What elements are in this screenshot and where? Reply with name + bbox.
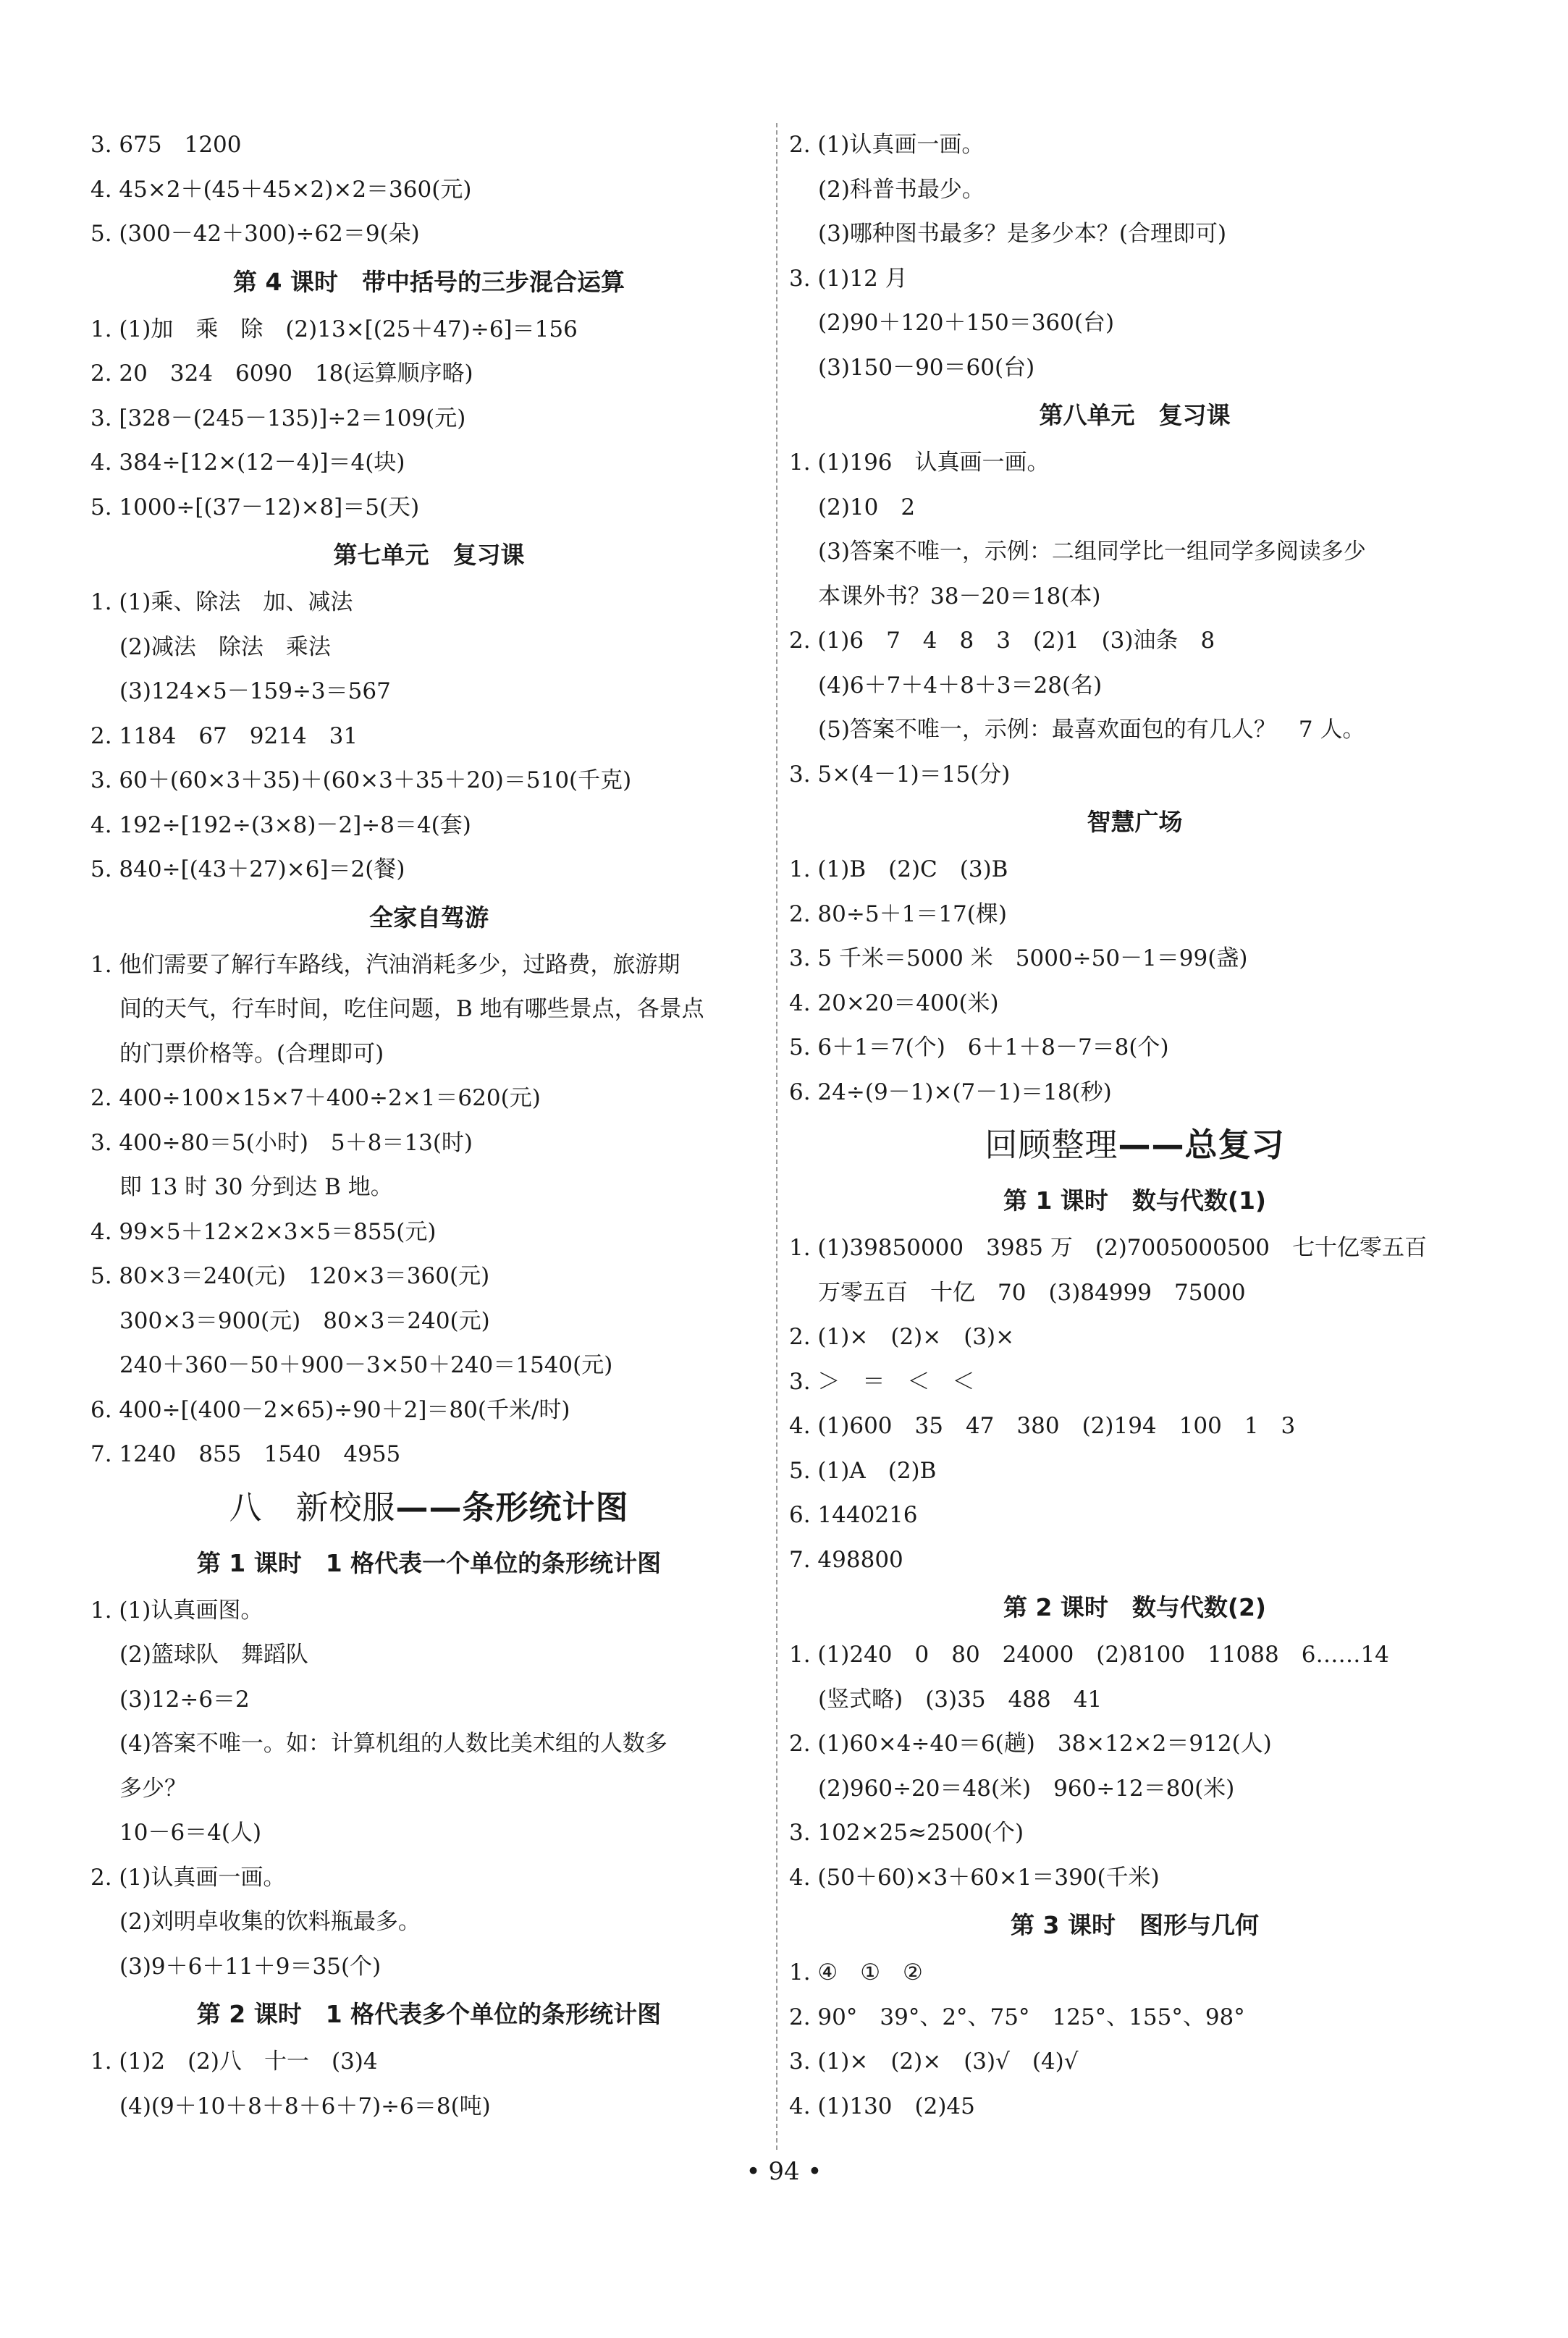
answer-line: (3)150－90＝60(台) (818, 354, 1035, 381)
answer-line: 2. 20 324 6090 18(运算顺序略) (90, 360, 473, 387)
unit-title-main: 回顾整理 (985, 1126, 1118, 1164)
answer-line: 1. (1)240 0 80 24000 (2)8100 11088 6……14 (789, 1642, 1389, 1668)
answer-line: 3. 5 千米＝5000 米 5000÷50－1＝99(盏) (789, 945, 1248, 971)
lesson-heading: 第 1 课时 数与代数(1) (1003, 1186, 1267, 1215)
answer-line: 2. (1)× (2)× (3)× (789, 1324, 1015, 1350)
answer-line: (2)减法 除法 乘法 (119, 633, 331, 660)
answer-line: 6. 400÷[(400－2×65)÷90＋2]＝80(千米/时) (90, 1396, 570, 1423)
answer-line: 4. 99×5＋12×2×3×5＝855(元) (90, 1218, 437, 1245)
answer-line: (4)6＋7＋4＋8＋3＝28(名) (818, 672, 1103, 699)
right-column (789, 123, 1480, 2129)
answer-line: 4. 384÷[12×(12－4)]＝4(块) (90, 450, 405, 476)
answer-line: 4. (1)130 (2)45 (789, 2093, 975, 2119)
answer-line: 2. (1)认真画一画。 (90, 1864, 286, 1891)
answer-line: 的门票价格等。(合理即可) (119, 1040, 384, 1067)
answer-line: 5. (1)A (2)B (789, 1457, 937, 1484)
answer-line: (5)答案不唯一，示例：最喜欢面包的有几人？ 7 人。 (818, 717, 1365, 743)
answer-line: 5. 840÷[(43＋27)×6]＝2(餐) (90, 856, 405, 882)
answer-line: 7. 498800 (789, 1546, 903, 1573)
answer-line: (2)10 2 (818, 494, 916, 520)
unit-title (789, 1115, 1480, 1176)
answer-line: 6. 24÷(9－1)×(7－1)＝18(秒) (789, 1079, 1112, 1105)
answer-line: 2. (1)6 7 4 8 3 (2)1 (3)油条 8 (789, 628, 1215, 654)
left-column (90, 123, 767, 2129)
column-divider (776, 123, 779, 2150)
answer-line: 5. 6＋1＝7(个) 6＋1＋8－7＝8(个) (789, 1034, 1169, 1060)
answer-line: 5. 1000÷[(37－12)×8]＝5(天) (90, 494, 420, 520)
answer-line: 4. 192÷[192÷(3×8)－2]÷8＝4(套) (90, 811, 471, 838)
answer-line: 3. 102×25≈2500(个) (789, 1820, 1024, 1846)
answer-line: (3)124×5－159÷3＝567 (119, 678, 391, 704)
unit-title (90, 1477, 767, 1538)
answer-line: 即 13 时 30 分到达 B 地。 (119, 1174, 393, 1200)
unit-title-sub: ——条形统计图 (395, 1487, 629, 1527)
answer-line: 1. 他们需要了解行车路线，汽油消耗多少，过路费，旅游期 (90, 951, 680, 978)
answer-line: 3. ＞ ＝ ＜ ＜ (789, 1368, 975, 1395)
answer-line: 3. 5×(4－1)＝15(分) (789, 761, 1011, 788)
answer-line: 4. (1)600 35 47 380 (2)194 100 1 3 (789, 1413, 1296, 1439)
answer-line: (3)哪种图书最多？是多少本？(合理即可) (818, 221, 1227, 247)
answer-line: 2. 80÷5＋1＝17(棵) (789, 900, 1007, 927)
answer-line: 2. (1)60×4÷40＝6(趟) 38×12×2＝912(人) (789, 1731, 1272, 1757)
answer-line: 240＋360－50＋900－3×50＋240＝1540(元) (119, 1352, 613, 1378)
answer-line: 1. (1)39850000 3985 万 (2)7005000500 七十亿零五百 (789, 1235, 1428, 1261)
lesson-heading: 第 2 课时 1 格代表多个单位的条形统计图 (196, 2000, 662, 2028)
answer-line: (2)篮球队 舞蹈队 (119, 1642, 308, 1668)
unit-title-main: 八 新校服 (229, 1487, 396, 1527)
answer-line: (4)答案不唯一。如：计算机组的人数比美术组的人数多 (119, 1731, 667, 1757)
lesson-heading: 第 4 课时 带中括号的三步混合运算 (233, 267, 625, 296)
answer-line: 2. 1184 67 9214 31 (90, 722, 358, 749)
lesson-heading: 第 1 课时 1 格代表一个单位的条形统计图 (196, 1548, 662, 1577)
answer-line: (2)960÷20＝48(米) 960÷12＝80(米) (818, 1775, 1235, 1802)
answer-line: 4. 20×20＝400(米) (789, 989, 999, 1016)
lesson-heading: 第 2 课时 数与代数(2) (1003, 1593, 1267, 1621)
answer-line: 4. (50＋60)×3＋60×1＝390(千米) (789, 1864, 1160, 1891)
answer-line: 10－6＝4(人) (119, 1820, 262, 1846)
answer-line: 万零五百 十亿 70 (3)84999 75000 (818, 1279, 1246, 1306)
answer-line: (2)刘明卓收集的饮料瓶最多。 (119, 1909, 421, 1935)
answer-line: 2. (1)认真画一画。 (789, 132, 985, 158)
answer-line: (4)(9＋10＋8＋8＋6＋7)÷6＝8(吨) (119, 2093, 491, 2119)
answer-line: 1. (1)2 (2)八 十一 (3)4 (90, 2048, 378, 2075)
answer-line: 3. (1)12 月 (789, 265, 908, 292)
answer-line: 本课外书？38－20＝18(本) (818, 583, 1101, 609)
answer-line: (3)12÷6＝2 (119, 1686, 250, 1713)
answer-line: 3. 675 1200 (90, 132, 242, 158)
answer-line: 2. 400÷100×15×7＋400÷2×1＝620(元) (90, 1085, 541, 1111)
answer-line: 1. (1)196 认真画一画。 (789, 450, 1050, 476)
answer-line: (竖式略) (3)35 488 41 (818, 1686, 1103, 1713)
answer-line: (2)90＋120＋150＝360(台) (818, 310, 1115, 336)
answer-line: (2)科普书最少。 (818, 176, 985, 203)
answer-line: 5. 80×3＝240(元) 120×3＝360(元) (90, 1263, 490, 1289)
answer-line: 3. 400÷80＝5(小时) 5＋8＝13(时) (90, 1129, 473, 1156)
answer-line: 1. (1)B (2)C (3)B (789, 856, 1008, 882)
answer-line: 1. (1)认真画图。 (90, 1597, 264, 1624)
lesson-heading: 第七单元 复习课 (333, 541, 525, 569)
answer-line: (3)9＋6＋11＋9＝35(个) (119, 1953, 382, 1980)
answer-line: 1. (1)乘、除法 加、减法 (90, 589, 353, 615)
answer-line: 3. (1)× (2)× (3)√ (4)√ (789, 2048, 1079, 2075)
answer-line: 6. 1440216 (789, 1502, 918, 1528)
answer-line: 间的天气，行车时间，吃住问题，B 地有哪些景点，各景点 (119, 996, 704, 1022)
answer-line: 3. [328－(245－135)]÷2＝109(元) (90, 405, 466, 431)
answer-line: 5. (300－42＋300)÷62＝9(朵) (90, 221, 420, 247)
unit-title-sub: ——总复习 (1118, 1126, 1285, 1164)
page-number: • 94 • (746, 2157, 822, 2186)
lesson-heading: 全家自驾游 (369, 903, 489, 932)
lesson-heading: 第八单元 复习课 (1039, 401, 1231, 429)
lesson-heading: 第 3 课时 图形与几何 (1011, 1911, 1259, 1939)
answer-line: 多少？ (119, 1775, 187, 1802)
answer-line: 300×3＝900(元) 80×3＝240(元) (119, 1307, 490, 1334)
answer-line: 7. 1240 855 1540 4955 (90, 1441, 401, 1467)
answer-line: 1. (1)加 乘 除 (2)13×[(25＋47)÷6]＝156 (90, 316, 578, 342)
answer-line: 2. 90° 39°、2°、75° 125°、155°、98° (789, 2004, 1245, 2030)
answer-line: (3)答案不唯一，示例：二组同学比一组同学多阅读多少 (818, 539, 1366, 565)
answer-line: 4. 45×2＋(45＋45×2)×2＝360(元) (90, 176, 472, 203)
lesson-heading: 智慧广场 (1087, 808, 1183, 836)
answer-line: 1. ④ ① ② (789, 1959, 923, 1985)
answer-line: 3. 60＋(60×3＋35)＋(60×3＋35＋20)＝510(千克) (90, 767, 632, 793)
